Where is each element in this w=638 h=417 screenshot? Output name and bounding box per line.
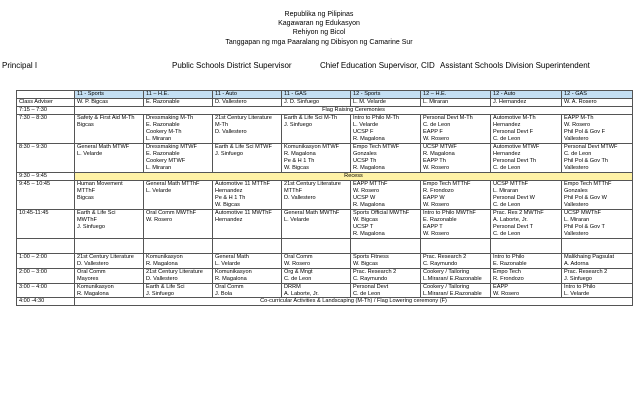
cell-line: 21st Century Literature [77,254,134,260]
cell-line: Oral Comm [215,283,244,290]
schedule-cell [282,283,351,298]
time-cell: 2:00 – 3:00 [17,268,75,283]
schedule-cell [75,115,144,144]
cell-line: C. Raymundo [353,275,388,282]
cell-line: Personal Devt MTWF [564,144,618,150]
schedule-cell [75,181,144,210]
cell-line: L. Miraran [146,135,172,142]
adviser-cell: W. A. Rosero [562,99,633,107]
header-line-2: Kagawaran ng Edukasyon [278,20,360,27]
cell-line: Prac. Research 2 [353,268,397,275]
time-cell: 9:30 – 9:45 [17,173,75,181]
recess-cell: Recess [75,173,633,181]
cell-line: EAPP M-Th [564,115,594,121]
cell-line: Intro to Philo [493,254,525,260]
schedule-cell [282,144,351,173]
table-row [17,144,633,173]
cell-line: W. Bigcas [353,216,378,223]
cell-line: Org & Mngt [284,268,313,275]
empty-cell [17,239,75,254]
schedule-cell [491,181,562,210]
section-header: 11 – H.E. [144,91,213,99]
cell-line: R. Magalona [77,290,109,297]
cell-line: M-Th [215,121,229,128]
cell-line: W. Rosero [493,290,520,297]
section-header: 12 - Auto [491,91,562,99]
cell-line: A. Adorna [564,260,589,267]
cell-line: Vallestero [564,201,589,208]
cell-line: EAPP MTThF [353,181,388,187]
table-row [17,115,633,144]
cell-line: DRRM [284,283,301,290]
schedule-cell [75,283,144,298]
cell-line: Automotive 11 MTThF [215,181,270,187]
table-row [17,239,633,254]
cell-line: R. Magalona [353,201,385,208]
cell-line: Sports Official MWThF [353,210,410,216]
cell-line: L.Miraran/ E.Razonable [423,275,482,282]
cell-line: Personal Devt T [493,223,534,230]
class-schedule-table [16,90,633,306]
cell-line: L. Miraran [493,187,519,194]
cell-line: Empo Tech MTThF [564,181,612,187]
schedule-cell [282,254,351,269]
schedule-cell [144,254,213,269]
cell-line: Automotive M-Th [493,115,536,121]
schedule-cell [351,268,421,283]
cell-line: E. Razonable [423,216,457,223]
cell-line: L. Velarde [353,121,379,128]
cell-line: C. de Leon [493,164,521,171]
schedule-cell [351,144,421,173]
cell-line: EAPP W [423,194,445,201]
cell-line: Malikhaing Pagsulat [564,254,615,260]
cell-line: MTThF [284,187,303,194]
table-row [17,181,633,210]
schedule-cell [213,268,282,283]
cell-line: J. Sinfuego [146,290,174,297]
cell-line: L. Velarde [564,290,590,297]
section-header: 11 - Auto [213,91,282,99]
schedule-cell [562,268,633,283]
schedule-cell [213,283,282,298]
schedule-cell [213,181,282,210]
cell-line: L. Velarde [146,187,172,194]
cell-line: UCSP Th [353,157,377,164]
cell-line: W. Rosero [564,121,591,128]
cell-line: Komunikasyon [77,283,114,290]
cell-line: L. Velarde [215,260,241,267]
schedule-cell [351,115,421,144]
cell-line: Empo Tech MTWF [353,144,400,150]
schedule-cell [75,144,144,173]
cell-line: Pe & H 1 Th [284,157,315,164]
empty-cell [421,239,491,254]
cell-line: W. Bigcas [215,201,240,208]
cell-line: Vallestero [564,230,589,237]
section-header: 12 - Sports [351,91,421,99]
cell-line: Empo Tech MTThF [423,181,471,187]
schedule-cell [351,283,421,298]
cell-line: Hernandez [493,150,521,157]
cell-line: C. de Leon [493,135,521,142]
cell-line: Safety & First Aid M-Th [77,115,135,121]
cell-line: Oral Comm MWThF [146,210,197,216]
cell-line: EAPP T [423,223,443,230]
cell-line: 21st Century Literature [284,181,341,187]
signatory-district-supervisor: Public Schools District Supervisor [172,61,292,70]
empty-cell [562,239,633,254]
cell-line: R. Magalona [353,135,385,142]
cell-line: W. Rosero [423,201,450,208]
cell-line: Pe & H 1 Th [215,194,246,201]
empty-cell [213,239,282,254]
schedule-cell [351,181,421,210]
cell-line: Human Movement [77,181,123,187]
cell-line: C. de Leon [284,275,312,282]
section-header: 12 - GAS [562,91,633,99]
cell-line: Personal Devt M-Th [423,115,473,121]
cell-line: Phil Pol & Gov F [564,128,606,135]
cell-line: R. Frondozo [493,275,524,282]
cell-line: UCSP MTWF [423,144,457,150]
header-line-4: Tanggapan ng mga Paaralang ng Dibisyon ng Camarine Sur [225,39,413,46]
cell-line: Intro to Philo [564,283,596,290]
cell-line: Prac. Research 2 [564,268,608,275]
time-cell: 4:00 -4:30 [17,298,75,306]
schedule-cell [491,254,562,269]
cell-line: W. Rosero [423,135,450,142]
cell-line: UCSP MWThF [564,210,601,216]
cell-line: Cookery M-Th [146,128,182,135]
signatory-ces: Chief Education Supervisor, CID [320,61,435,70]
cell-line: Sports Fitness [353,254,389,260]
cell-line: 21st Century Literature [215,115,272,121]
adviser-cell: J. Hernandez [491,99,562,107]
cell-line: C. de Leon [353,290,381,297]
cell-line: W. Rosero [423,164,450,171]
cell-line: E. Razonable [146,150,180,157]
cell-line: L. Miraran [146,164,172,171]
cell-line: Bigcas [77,121,94,128]
table-row [17,298,633,306]
cell-line: Mayores [77,275,99,282]
cell-line: Cookery / Tailoring [423,283,470,290]
cell-line: C. de Leon [423,121,451,128]
cell-line: W. Rosero [146,216,173,223]
schedule-cell [562,254,633,269]
schedule-cell [421,115,491,144]
cell-line: Komunikasyon MTWF [284,144,340,150]
cell-line: Personal Devt F [493,128,534,135]
cell-line: R. Magalona [146,260,178,267]
cell-line: J. Sinfuego [564,275,592,282]
table-row [17,210,633,239]
cell-line: Cookery / Tailoring [423,268,470,275]
cell-line: Komunikasyon [146,254,183,260]
schedule-cell [491,210,562,239]
cell-line: Gonzales [564,187,588,194]
cell-line: A. Laborte, Jr. [284,290,319,297]
cell-line: Personal Devt Th [493,157,537,164]
time-cell: 7:30 – 8:30 [17,115,75,144]
cell-line: Hernandez [215,216,243,223]
time-cell: 8:30 – 9:30 [17,144,75,173]
schedule-cell [213,254,282,269]
cell-line: Phil Pol & Gov W [564,194,607,201]
section-header: 11 - GAS [282,91,351,99]
schedule-cell [351,254,421,269]
cell-line: D. Vallestero [215,128,247,135]
schedule-cell [421,181,491,210]
schedule-cell [562,210,633,239]
cell-line: R. Magalona [353,230,385,237]
schedule-cell [282,181,351,210]
cell-line: Personal Devt W [493,194,535,201]
cell-line: R. Magalona [215,275,247,282]
cell-line: Oral Comm [77,268,106,275]
cell-line: L. Velarde [284,216,310,223]
cell-line: L. Velarde [77,150,103,157]
schedule-cell [421,268,491,283]
cell-line: L. Miraran [564,216,590,223]
cell-line: D. Vallestero [146,275,178,282]
cell-line: E. Razonable [146,121,180,128]
cell-line: D. Vallestero [77,260,109,267]
cell-line: General Math MWThF [284,210,340,216]
adviser-cell: E. Razonable [144,99,213,107]
cell-line: Earth & Life Sci M-Th [284,115,338,121]
empty-cell [282,239,351,254]
cell-line: J. Sinfuego [284,121,312,128]
schedule-cell [75,210,144,239]
cell-line: Phil Pol & Gov Th [564,157,609,164]
cell-line: Empo Tech [493,268,521,275]
schedule-cell [421,210,491,239]
section-header: 11 - Sports [75,91,144,99]
cell-line: Earth & Life Sci [146,283,185,290]
schedule-cell [282,268,351,283]
cell-line: Gonzales [353,150,377,157]
cell-line: Dressmaking M-Th [146,115,194,121]
cell-line: Komunikasyon [215,268,252,275]
adviser-label: Class Adviser [17,99,75,107]
table-row [17,254,633,269]
schedule-cell [282,210,351,239]
cell-line: A. Laborte, Jr. [493,216,528,223]
cell-line: R. Magalona [423,150,455,157]
cell-line: 21st Century Literature [146,268,203,275]
flag-raising-cell: Flag Raising Ceremonies [75,107,633,115]
cell-line: Prac. Research 2 [423,254,467,260]
cell-line: Oral Comm [284,254,313,260]
table-row [17,283,633,298]
cell-line: General Math MTWF [77,144,130,150]
cell-line: Automotive 11 MWThF [215,210,272,216]
schedule-cell [144,181,213,210]
schedule-cell [562,181,633,210]
cell-line: W. Rosero [353,187,380,194]
schedule-cell [491,115,562,144]
schedule-cell [144,283,213,298]
header-line-3: Rehiyon ng Bicol [292,29,346,36]
cell-line: W. Rosero [423,230,450,237]
schedule-cell [421,144,491,173]
cell-line: R. Frondozo [423,187,454,194]
cell-line: Vallestero [564,164,589,171]
cell-line: Intro to Philo MWThF [423,210,476,216]
cell-line: Intro to Philo M-Th [353,115,400,121]
schedule-cell [562,144,633,173]
schedule-cell [562,283,633,298]
adviser-cell: D. Vallestero [213,99,282,107]
time-cell: 3:00 – 4:00 [17,283,75,298]
cell-line: R. Magalona [284,150,316,157]
cell-line: General Math MTThF [146,181,200,187]
adviser-cell: L. M. Velarde [351,99,421,107]
cell-line: W. Rosero [284,260,311,267]
cell-line: EAPP F [423,128,443,135]
cell-line: Earth & Life Sci [77,210,116,216]
cell-line: EAPP Th [423,157,446,164]
schedule-cell [351,210,421,239]
adviser-cell: W. P. Bigcas [75,99,144,107]
cell-line: UCSP T [353,223,374,230]
cell-line: UCSP W [353,194,376,201]
cell-line: C. de Leon [493,230,521,237]
cell-line: Automotive MTWF [493,144,540,150]
empty-cell [75,239,144,254]
table-row [17,91,633,99]
schedule-cell [75,254,144,269]
schedule-cell [562,115,633,144]
cell-line: Hernandez [215,187,243,194]
empty-cell [491,239,562,254]
schedule-cell [144,268,213,283]
cell-line: C. Raymundo [423,260,458,267]
cell-line: Personal Devt [353,283,389,290]
signatory-principal: Principal I [2,61,38,70]
cell-line: Prac. Res 2 MWThF [493,210,544,216]
table-row [17,268,633,283]
adviser-cell: L. Miraran [421,99,491,107]
cell-line: Cookery MTWF [146,157,186,164]
cell-line: EAPP [493,283,508,290]
cell-line: J. Bola [215,290,233,297]
empty-cell [351,239,421,254]
table-row [17,173,633,181]
cell-line: General Math [215,254,249,260]
cell-line: Phil Pol & Gov T [564,223,605,230]
cell-line: Bigcas [77,194,94,201]
cell-line: J. Sinfuego [77,223,105,230]
cell-line: MWThF [77,216,97,223]
cell-line: W. Bigcas [353,260,378,267]
adviser-cell: J. D. Sinfuego [282,99,351,107]
signatory-asds: Assistant Schools Division Superintendent [440,61,590,70]
section-header: 12 – H.E. [421,91,491,99]
schedule-cell [144,144,213,173]
cell-line: C. de Leon [564,150,592,157]
schedule-cell [491,283,562,298]
cell-line: MTThF [77,187,96,194]
corner-cell [17,91,75,99]
cell-line: J. Sinfuego [215,150,243,157]
cell-line: R. Magalona [353,164,385,171]
time-cell: 10:45-11:45 [17,210,75,239]
cell-line: W. Bigcas [284,164,309,171]
cell-line: L.Miraran/ E.Razonable [423,290,482,297]
schedule-cell [144,115,213,144]
schedule-cell [421,254,491,269]
time-cell: 9:45 – 10:45 [17,181,75,210]
header-line-1: Republika ng Pilipinas [284,11,354,18]
cell-line: C. de Leon [493,201,521,208]
schedule-cell [491,268,562,283]
schedule-cell [421,283,491,298]
schedule-cell [213,210,282,239]
cell-line: Earth & Life Sci MTWF [215,144,272,150]
schedule-cell [491,144,562,173]
time-cell: 7:15 – 7:30 [17,107,75,115]
cell-line: D. Vallestero [284,194,316,201]
cell-line: UCSP F [353,128,374,135]
schedule-cell [144,210,213,239]
empty-cell [144,239,213,254]
schedule-cell [75,268,144,283]
cell-line: E. Razonable [493,260,527,267]
schedule-cell [213,115,282,144]
cocurricular-cell: Co-curricular Activities & Landscaping (M-Th) / Flag Lowering ceremony (F) [75,298,633,306]
cell-line: UCSP MTThF [493,181,529,187]
schedule-cell [282,115,351,144]
table-row [17,107,633,115]
cell-line: Vallestero [564,135,589,142]
table-row [17,99,633,107]
time-cell: 1:00 – 2:00 [17,254,75,269]
cell-line: Hernandez [493,121,521,128]
cell-line: Dressmaking MTWF [146,144,197,150]
schedule-cell [213,144,282,173]
